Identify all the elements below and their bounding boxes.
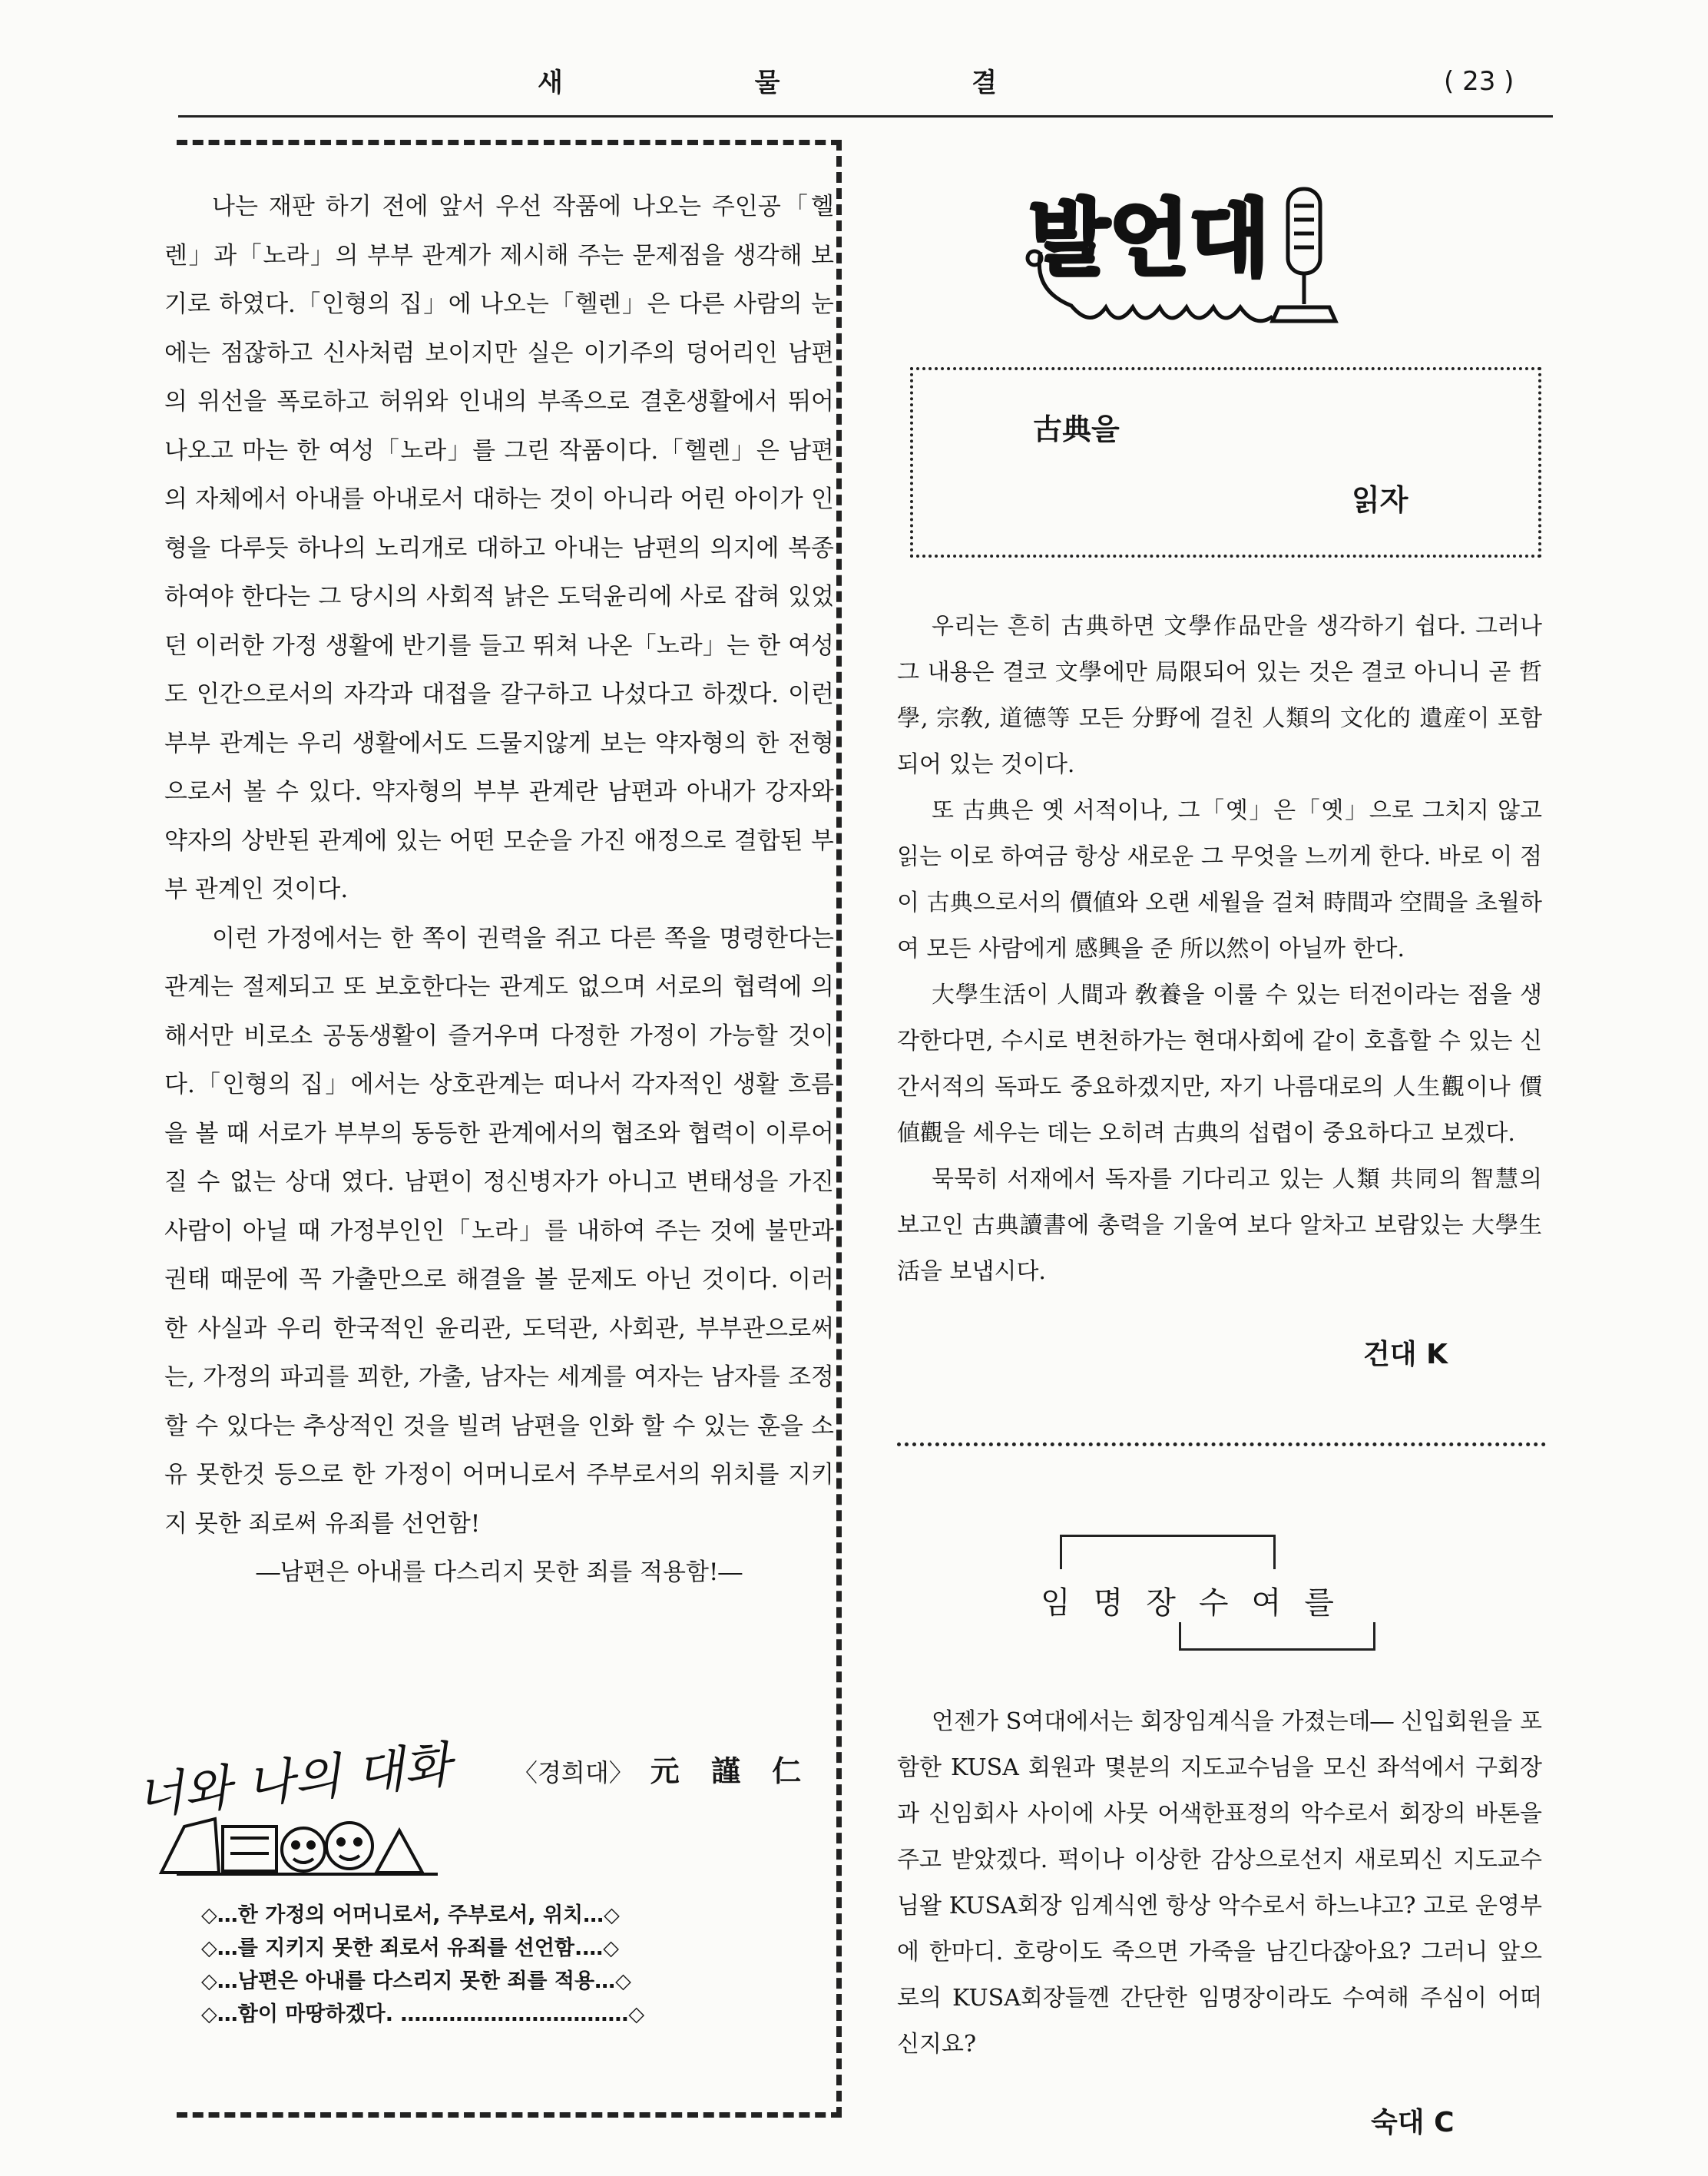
left-closing: ―남편은 아내를 다스리지 못한 죄를 적용함!― [256, 1558, 743, 1586]
section-title-char: 임 [1041, 1585, 1094, 1621]
section-title [1041, 1578, 1357, 1622]
section-title-char: 를 [1304, 1585, 1357, 1621]
section-title-char: 수 [1198, 1585, 1252, 1621]
summary-line: ◇…함이 마땅하겠다. ……………………………◇ [201, 2002, 645, 2026]
right-paragraph: 묵묵히 서재에서 독자를 기다리고 있는 人類 共同의 智慧의 보고인 古典讀書에 총력을 기울여 보다 알차고 보람있는 大學生活을 보냅시다. [897, 1166, 1542, 1285]
right-bottom-body [897, 1699, 1542, 2068]
title-bracket-bottom [1179, 1622, 1375, 1651]
title-char: 물 [754, 68, 782, 98]
section-title-char: 명 [1093, 1585, 1147, 1621]
topic-title-line2: 읽자 [1352, 483, 1408, 517]
right-paragraph: 大學生活이 人間과 敎養을 이룰 수 있는 터전이라는 점을 생각한다면, 수시로 변천하가는 현대사회에 같이 호흡할 수 있는 신간서적의 독파도 중요하겠지만, 자기 나름대로의 人生觀이나 價値觀을 세우는 데는 오히려 古典의 섭렵이 중요하다고 보겠다. [897, 982, 1542, 1147]
right-bottom-paragraph: 언젠가 S여대에서는 회장임계식을 가졌는데― 신입회원을 포함한 KUSA 회원과 몇분의 지도교수님을 모신 좌석에서 구회장과 신임회사 사이에 사뭇 어색한표정의 악수로서 회장의 바톤을 주고 받았겠다. 퍽이나 이상한 감상으로선지 새로뫼신 지도교수님왈 KUSA회장 임계식엔 항상 악수로서 하느냐고? 고로 운영부에 한마디. 호랑이도 죽으면 가죽을 남긴다잖아요? 그러니 앞으로의 KUSA회장들껜 간단한 임명장이라도 수여해 주심이 어떠신지요? [897, 1708, 1542, 2058]
section-title-char: 여 [1251, 1585, 1305, 1621]
left-paragraph: 이런 가정에서는 한 쪽이 권력을 쥐고 다른 쪽을 명령한다는 관계는 절제되고 또 보호한다는 관계도 없으며 서로의 협력에 의해서만 비로소 공동생활이 즐거우며 다정한 가정이 가능할 것이다.「인형의 집」에서는 상호관계는 떠나서 각자적인 생활 흐름을 볼 때 서로가 부부의 동등한 관계에서의 협조와 협력이 이루어 질 수 없는 상대 였다. 남편이 정신병자가 아니고 변태성을 가진 사람이 아닐 때 가정부인인「노라」를 내하여 주는 것에 불만과 권태 때문에 꼭 가출만으로 해결을 볼 문제도 아닌 것이다. 이러한 사실과 우리 한국적인 윤리관, 도덕관, 사회관, 부부관으로써는, 가정의 파괴를 꾀한, 가출, 남자는 세계를 여자는 남자를 조정 할 수 있다는 추상적인 것을 빌려 남편을 인화 할 수 있는 훈을 소유 못한것 등으로 한 가정이 어머니로서 주부로서의 위치를 지키지 못한 죄로써 유죄를 선언함! [164, 924, 834, 1538]
section-divider [897, 1442, 1546, 1446]
summary-box [201, 1899, 800, 2031]
title-bracket-top [1060, 1535, 1276, 1569]
left-byline [513, 1747, 812, 1790]
right-bottom-signature: 숙대 C [1371, 2107, 1455, 2138]
title-char: 새 [538, 68, 564, 98]
section-title-char: 장 [1146, 1585, 1199, 1621]
topic-title-line1: 古典을 [1033, 412, 1120, 446]
newspaper-title [538, 61, 998, 99]
page-number: ( 23 ) [1444, 66, 1514, 97]
column-logo-text: 발언대 [1029, 191, 1269, 287]
byline-school: 〈경희대〉 [513, 1758, 634, 1787]
right-paragraph: 우리는 흔히 古典하면 文學作品만을 생각하기 쉽다. 그러나 그 내용은 결코 文學에만 局限되어 있는 것은 결코 아니니 곧 哲學, 宗敎, 道德等 모든 分野에 걸친 人類의 文化的 遺産이 포함되어 있는 것이다. [897, 613, 1542, 778]
right-top-signature: 건대 K [1363, 1339, 1448, 1370]
title-char: 결 [972, 68, 998, 98]
right-paragraph: 또 古典은 옛 서적이나, 그「옛」은「옛」으로 그치지 않고 읽는 이로 하여금 항상 새로운 그 무엇을 느끼게 한다. 바로 이 점이 古典으로서의 價値와 오랜 세월을 걸쳐 時間과 空間을 초월하여 모든 사람에게 感興을 준 所以然이 아닐까 한다. [897, 797, 1542, 962]
left-article-body [164, 183, 834, 1598]
column-logo [1018, 175, 1355, 352]
right-top-body [897, 604, 1542, 1295]
summary-line: ◇…남편은 아내를 다스리지 못한 죄를 적용…◇ [201, 1969, 631, 1993]
topic-box [910, 367, 1541, 558]
series-art-label: 너와 나의 대화 [133, 1736, 454, 1827]
header-rule [178, 115, 1553, 118]
byline-author: 元 謹 仁 [650, 1754, 813, 1788]
cartoon-figures-icon [161, 1819, 438, 1874]
summary-line: ◇…를 지키지 못한 죄로서 유죄를 선언함.…◇ [201, 1936, 620, 1960]
summary-line: ◇…한 가정의 어머니로서, 주부로서, 위치…◇ [201, 1903, 620, 1927]
left-paragraph: 나는 재판 하기 전에 앞서 우선 작품에 나오는 주인공「헬렌」과「노라」의 부부 관계가 제시해 주는 문제점을 생각해 보기로 하였다.「인형의 집」에 나오는「헬렌」은 다른 사람의 눈에는 점잖하고 신사처럼 보이지만 실은 이기주의 덩어리인 남편의 위선을 폭로하고 허위와 인내의 부족으로 결혼생활에서 뛰어 나오고 마는 한 여성「노라」를 그린 작품이다.「헬렌」은 남편의 자체에서 아내를 아내로서 대하는 것이 아니라 어린 아이가 인형을 다루듯 하나의 노리개로 대하고 아내는 남편의 의지에 복종 하여야 한다는 그 당시의 사회적 낡은 도덕윤리에 사로 잡혀 있었던 이러한 가정 생활에 반기를 들고 뛰쳐 나온「노라」는 한 여성도 인간으로서의 자각과 대접을 갈구하고 나섰다고 하겠다. 이런 부부 관계는 우리 생활에서도 드물지않게 보는 약자형의 한 전형으로서 볼 수 있다. 약자형의 부부 관계란 남편과 아내가 강자와 약자의 상반된 관계에 있는 어떤 모순을 가진 애정으로 결합된 부부 관계인 것이다. [164, 193, 834, 903]
series-title-art [131, 1734, 492, 1880]
